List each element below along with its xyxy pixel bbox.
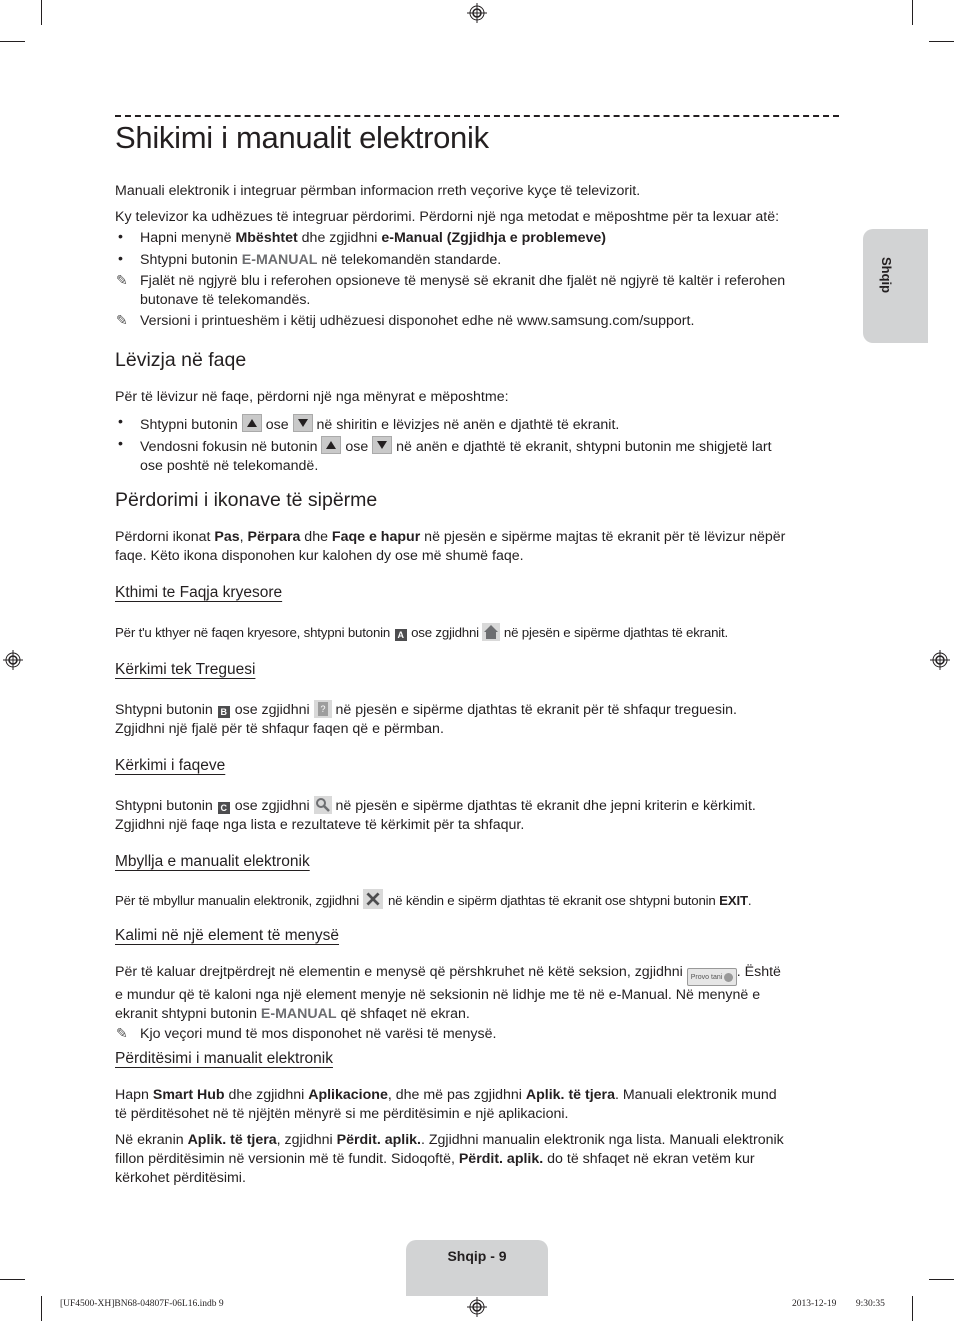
search-icon — [314, 796, 332, 814]
down-arrow-button-icon — [293, 414, 313, 432]
page-number: Shqip - 9 — [447, 1248, 507, 1264]
note-pencil-icon: ✎ — [116, 272, 128, 288]
bullet-icon: • — [118, 414, 123, 430]
list-item: Shtypni butonin ose në shiritin e lëvizjes në anën e djathtë të ekranit. — [140, 414, 840, 435]
list-item: Shtypni butonin E-MANUAL në telekomandën standarde. — [140, 252, 502, 268]
section-paragraph: Për të lëvizur në faqe, përdorni një nga mënyrat e mëposhtme: — [115, 389, 509, 405]
crop-mark — [0, 1279, 25, 1280]
subsection-heading: Kërkimi i faqeve — [115, 757, 226, 774]
key-c-icon: C — [218, 802, 230, 814]
note-pencil-icon: ✎ — [116, 1025, 128, 1041]
note-pencil-icon: ✎ — [116, 312, 128, 328]
subsection-paragraph: Për të mbyllur manualin elektronik, zgjidhni në këndin e sipërm djathtas të ekranit ose shtypni butonin EXIT. — [115, 889, 840, 910]
language-tab — [863, 229, 928, 343]
up-arrow-button-icon — [321, 436, 341, 454]
crop-mark — [41, 1296, 42, 1321]
note-text: Kjo veçori mund të mos disponohet në varësi të menysë. — [140, 1026, 497, 1042]
crop-mark — [41, 0, 42, 25]
crop-mark — [912, 1296, 913, 1321]
key-a-icon: A — [395, 629, 407, 641]
bullet-icon: • — [118, 436, 123, 452]
section-heading: Lëvizja në faqe — [115, 349, 247, 371]
subsection-paragraph: Në ekranin Aplik. të tjera, zgjidhni Përdit. aplik.. Zgjidhni manualin elektronik nga lista. Manuali elektronik fillon përditësimin në versionin më të fundit. Sidoqoftë, Përdit. aplik. do të shfaqet në ekran vetëm kur kërkohet përditësimi. — [115, 1132, 784, 1186]
section-paragraph: Përdorni ikonat Pas, Përpara dhe Faqe e hapur në pjesën e sipërme majtas të ekranit për të lëvizur nëpër faqe. Këto ikona disponohen kur kalohen dy ose më shumë faqe. — [115, 529, 786, 564]
crop-mark — [929, 41, 954, 42]
subsection-paragraph: Hapn Smart Hub dhe zgjidhni Aplikacione, dhe më pas zgjidhni Aplik. të tjera. Manuali elektronik mund të përditësohet në të njëjtën mënyrë si me përditësimin e një aplikacioni. — [115, 1087, 777, 1122]
crop-mark — [929, 1279, 954, 1280]
list-item: Hapni menynë Mbështet dhe zgjidhni e-Manual (Zgjidhja e problemeve) — [140, 230, 607, 246]
section-heading: Përdorimi i ikonave të sipërme — [115, 489, 378, 511]
subsection-heading: Kthimi te Faqja kryesore — [115, 584, 283, 601]
home-icon — [482, 623, 500, 641]
registration-mark-icon — [467, 3, 487, 23]
try-now-button: Provo tani — [687, 968, 737, 986]
up-arrow-button-icon — [242, 414, 262, 432]
play-icon — [724, 973, 733, 982]
language-tab-label: Shqip — [879, 257, 894, 294]
subsection-heading: Kalimi në një element të menysë — [115, 927, 340, 944]
down-arrow-button-icon — [372, 436, 392, 454]
subsection-heading: Mbyllja e manualit elektronik — [115, 853, 310, 870]
svg-text:?: ? — [320, 704, 326, 714]
subsection-paragraph: Për t'u kthyer në faqen kryesore, shtypni butonin A ose zgjidhni në pjesën e sipërme djathtas të ekranit. — [115, 625, 729, 640]
index-icon — [314, 700, 332, 718]
bullet-icon: • — [118, 229, 123, 245]
title-rule — [115, 115, 839, 117]
key-b-icon: B — [218, 706, 230, 718]
subsection-heading: Përditësimi i manualit elektronik — [115, 1050, 333, 1067]
crop-mark — [0, 41, 25, 42]
file-imprint: [UF4500-XH]BN68-04807F-06L16.indb 9 — [60, 1299, 224, 1309]
subsection-heading: Kërkimi tek Treguesi — [115, 661, 256, 678]
list-item: Vendosni fokusin në butonin ose në anën e djathtë të ekranit, shtypni butonin me shigjetë lart ose poshtë në telekomandë. — [140, 436, 840, 476]
note-text: Versioni i printueshëm i këtij udhëzuesi disponohet edhe në www.samsung.com/support. — [140, 313, 695, 329]
close-icon — [362, 889, 384, 909]
registration-mark-icon — [930, 650, 950, 670]
subsection-paragraph: Për të kaluar drejtpërdrejt në elementin e menysë që përshkruhet në këtë seksion, zgjidhni Provo tani . Është e mundur që të kaloni nga një element menyje në seksionin në lidhje me të në e-Manual. Në menynë e ekranit shtypni butonin E-MANUAL që shfaqet në ekran. — [115, 964, 781, 1022]
subsection-paragraph: Shtypni butonin C ose zgjidhni në pjesën e sipërme djathtas të ekranit dhe jepni kriterin e kërkimit. Zgjidhni një faqe nga lista e rezultateve të kërkimit për ta shfaqur. — [115, 798, 756, 833]
page-number-tab — [406, 1240, 548, 1296]
date-imprint: 2013-12-19 ￿￿ 9:30:35 — [792, 1299, 885, 1309]
registration-mark-icon — [3, 650, 23, 670]
intro-paragraph: Ky televizor ka udhëzues të integruar përdorimi. Përdorni një nga metodat e mëposhtme për ta lexuar atë: — [115, 209, 780, 225]
subsection-paragraph: Shtypni butonin B ose zgjidhni ? në pjesën e sipërme djathtas të ekranit për të shfaqur treguesin. Zgjidhni një fjalë për të shfaqur faqen që e përmban. — [115, 702, 737, 737]
crop-mark — [912, 0, 913, 25]
registration-mark-icon — [467, 1297, 487, 1317]
page-title: Shikimi i manualit elektronik — [115, 120, 489, 155]
note-text: Fjalët në ngjyrë blu i referohen opsioneve të menysë së ekranit dhe fjalët në ngjyrë të kaltër i referohen butonave të telekomandës. — [140, 273, 786, 308]
bullet-icon: • — [118, 251, 123, 267]
intro-paragraph: Manuali elektronik i integruar përmban informacion rreth veçorive kyçe të televizorit. — [115, 183, 641, 199]
